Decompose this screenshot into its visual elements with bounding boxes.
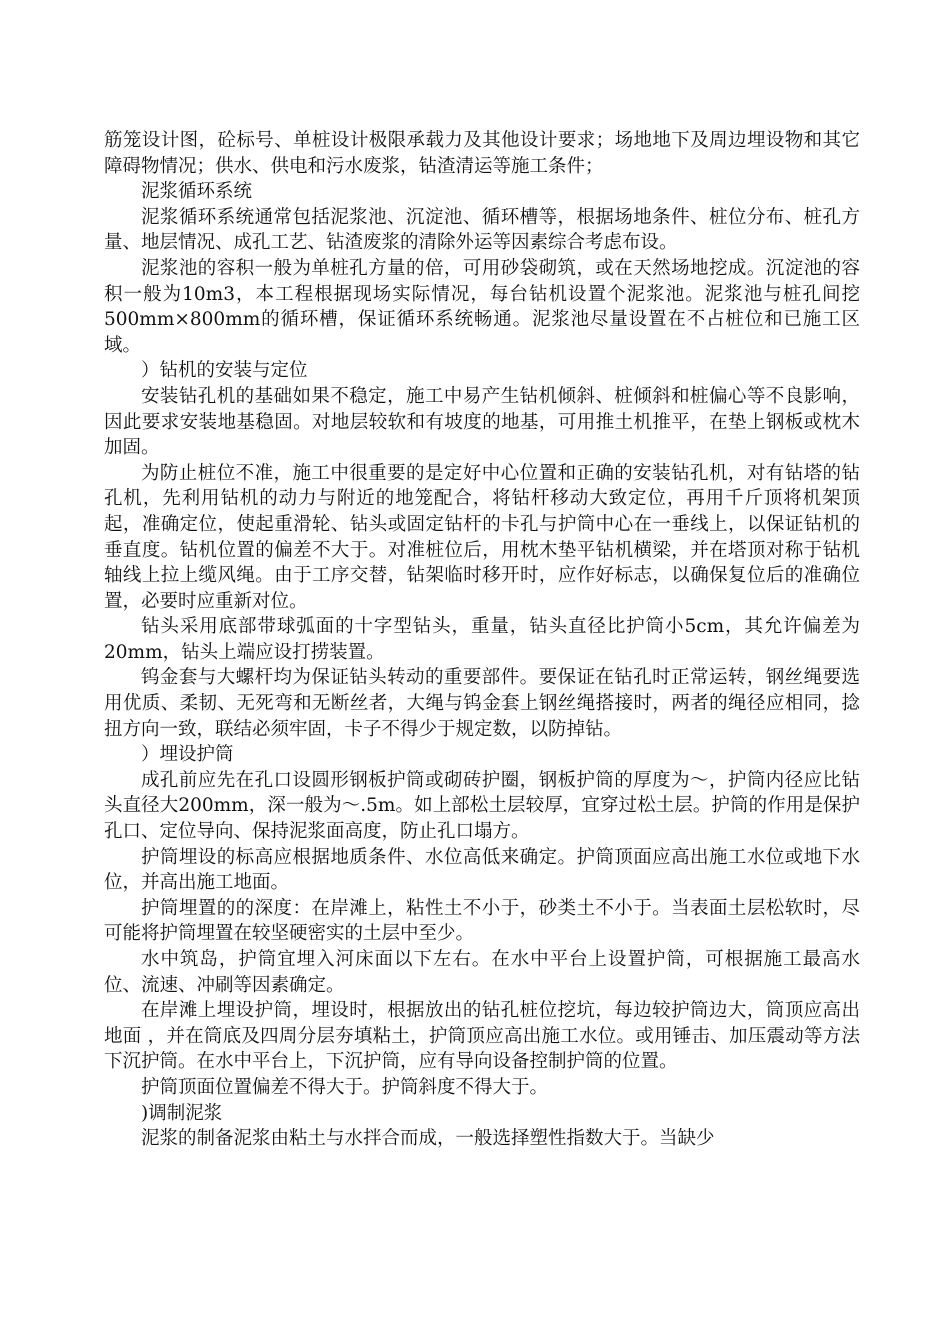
- paragraph-mud-pool-volume: 泥浆池的容积一般为单桩孔方量的倍，可用砂袋砌筑，或在天然场地挖成。沉淀池的容积一般为10m3，本工程根据现场实际情况，每台钻机设置个泥浆池。泥浆池与桩孔间挖500mm×800mm的循环槽，保证循环系统畅通。泥浆池尽量设置在不占桩位和已施工区域。: [104, 257, 860, 356]
- paragraph-tungsten-sleeve: 钨金套与大螺杆均为保证钻头转动的重要部件。要保证在钻孔时正常运转，钢丝绳要选用优质、柔韧、无死弯和无断丝者，大绳与钨金套上钢丝绳搭接时，两者的绳径应相同，捻扭方向一致，联结必须牢固，卡子不得少于规定数，以防掉钻。: [104, 667, 860, 740]
- document-body: [104, 128, 860, 1152]
- paragraph-drill-bit: 钻头采用底部带球弧面的十字型钻头，重量，钻头直径比护筒小5cm，其允许偏差为20mm，钻头上端应设打捞装置。: [104, 616, 860, 663]
- paragraph-mud-preparation: 泥浆的制备泥浆由粘土与水拌合而成，一般选择塑性指数大于。当缺少: [141, 1128, 715, 1150]
- paragraph-drill-foundation: 安装钻孔机的基础如果不稳定，施工中易产生钻机倾斜、桩倾斜和桩偏心等不良影响，因此要求安装地基稳固。对地层较软和有坡度的地基，可用推土机推平，在垫上钢板或枕木加固。: [104, 385, 860, 459]
- section-heading-mud-circulation: 泥浆循环系统: [141, 181, 253, 203]
- paragraph-casing-tolerance: 护筒顶面位置偏差不得大于。护筒斜度不得大于。: [141, 1076, 549, 1098]
- paragraph-casing-depth: 护筒埋置的的深度：在岸滩上，粘性土不小于，砂类土不小于。当表面土层松软时，尽可能将护筒埋置在较坚硬密实的土层中至少。: [104, 897, 860, 945]
- paragraph-island-casing: 水中筑岛，护筒宜埋入河床面以下左右。在水中平台上设置护筒，可根据施工最高水位、流速、冲刷等因素确定。: [104, 949, 860, 996]
- paragraph-casing-setup: 成孔前应先在孔口设圆形钢板护筒或砌砖护圈，钢板护筒的厚度为～，护筒内径应比钻头直径大200mm，深一般为～.5m。如上部松土层较厚，宜穿过松土层。护筒的作用是保护孔口、定位导向、保持泥浆面高度，防止孔口塌方。: [104, 769, 860, 843]
- section-heading-casing: ）埋设护筒: [141, 744, 234, 766]
- paragraph-shore-casing: 在岸滩上埋设护筒，埋设时，根据放出的钻孔桩位挖坑，每边较护筒边大，筒顶应高出地面 ，并在筒底及四周分层夯填粘土，护筒顶应高出施工水位。或用锤击、加压震动等方法下沉护筒。在水中平台上，下沉护筒，应有导向设备控制护筒的位置。: [104, 1000, 860, 1073]
- section-heading-mud-preparation: )调制泥浆: [141, 1102, 223, 1124]
- paragraph-drill-positioning: 为防止桩位不准，施工中很重要的是定好中心位置和正确的安装钻孔机，对有钻塔的钻孔机，先利用钻机的动力与附近的地笼配合，将钻杆移动大致定位，再用千斤顶将机架顶起，准确定位，使起重滑轮、钻头或固定钻杆的卡孔与护筒中心在一垂线上，以保证钻机的垂直度。钻机位置的偏差不大于。对准桩位后，用枕木垫平钻机横梁，并在塔顶对称于钻机轴线上拉上缆风绳。由于工序交替，钻架临时移开时，应作好标志，以确保复位后的准确位置，必要时应重新对位。: [104, 462, 860, 612]
- paragraph-casing-elevation: 护筒埋设的标高应根据地质条件、水位高低来确定。护筒顶面应高出施工水位或地下水位，并高出施工地面。: [104, 846, 860, 894]
- section-heading-drill-installation: ）钻机的安装与定位: [141, 360, 308, 382]
- paragraph-intro-continuation: 筋笼设计图，砼标号、单桩设计极限承载力及其他设计要求；场地地下及周边埋设物和其它障碍物情况；供水、供电和污水废浆，钻渣清运等施工条件；: [104, 130, 860, 177]
- paragraph-mud-circulation-components: 泥浆循环系统通常包括泥浆池、沉淀池、循环槽等，根据场地条件、桩位分布、桩孔方量、地层情况、成孔工艺、钻渣废浆的清除外运等因素综合考虑布设。: [104, 206, 860, 254]
